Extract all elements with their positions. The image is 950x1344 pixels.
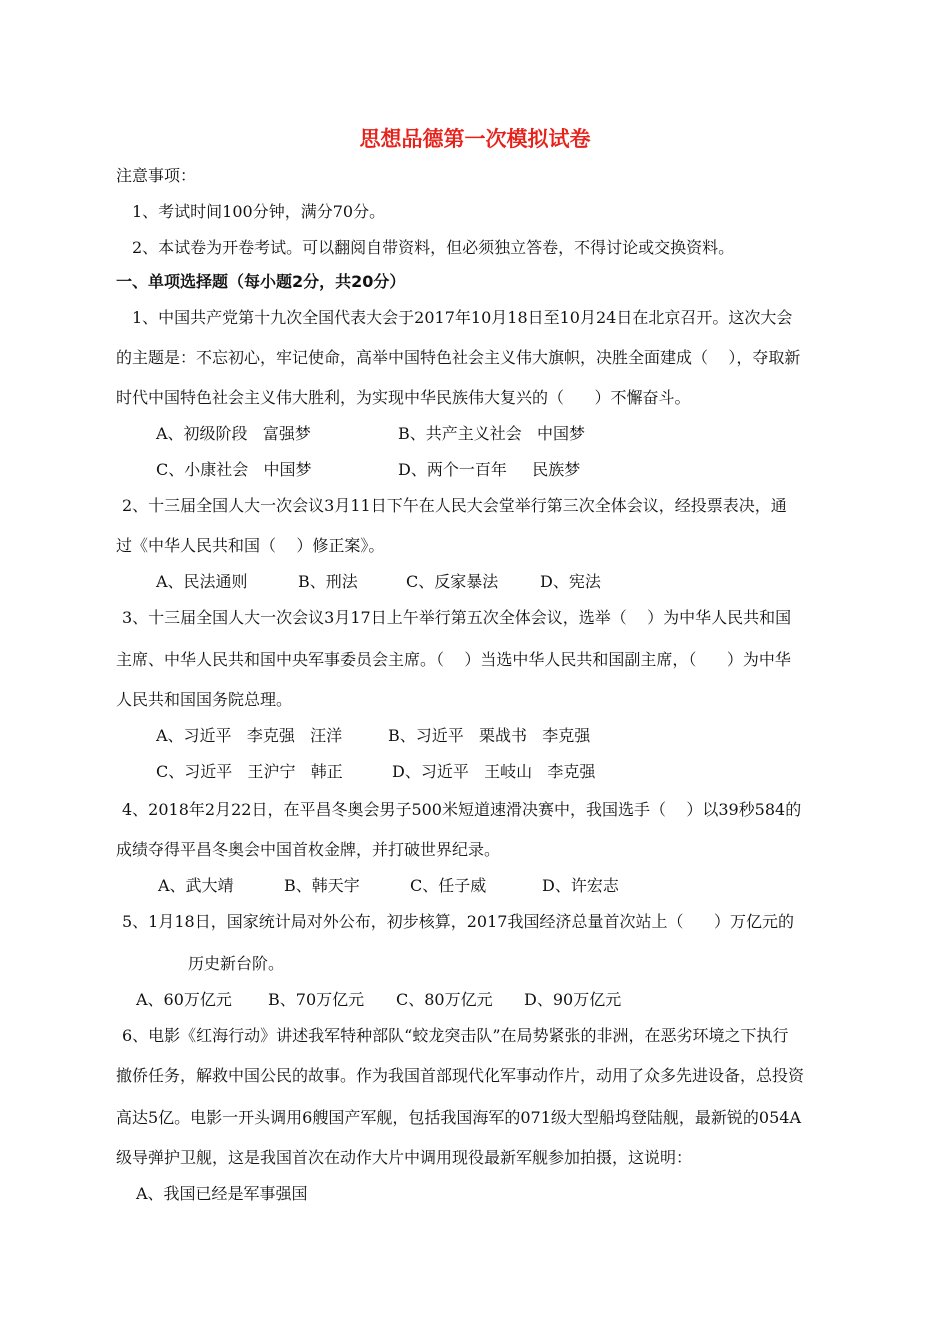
question-text: 1、中国共产党第十九次全国代表大会于2017年10月18日至10月24日在北京召开。这次大会 xyxy=(132,308,793,327)
question-text: 2、十三届全国人大一次会议3月11日下午在人民大会堂举行第三次全体会议，经投票表决，通 xyxy=(122,496,787,515)
question-text: 主席、中华人民共和国中央军事委员会主席。（ ）当选中华人民共和国副主席，（ ）为中华 xyxy=(116,650,791,669)
answer-option: B、习近平 栗战书 李克强 xyxy=(388,726,591,745)
question-text: 撤侨任务，解救中国公民的故事。作为我国首部现代化军事动作片，动用了众多先进设备，总投资 xyxy=(116,1066,805,1085)
answer-option: C、习近平 王沪宁 韩正 xyxy=(156,762,343,781)
answer-option: B、韩天宇 xyxy=(284,876,360,895)
section-heading: 一、单项选择题（每小题2分，共20分） xyxy=(116,272,406,291)
question-text: 3、十三届全国人大一次会议3月17日上午举行第五次全体会议，选举（ ）为中华人民共和国 xyxy=(122,608,792,627)
notice-heading: 注意事项： xyxy=(116,166,197,185)
question-text: 人民共和国国务院总理。 xyxy=(116,690,293,709)
answer-option: A、武大靖 xyxy=(158,876,234,895)
question-text: 时代中国特色社会主义伟大胜利，为实现中华民族伟大复兴的（ ）不懈奋斗。 xyxy=(116,388,691,407)
answer-option: A、60万亿元 xyxy=(136,990,232,1009)
answer-option: A、我国已经是军事强国 xyxy=(136,1184,308,1203)
answer-option: C、反家暴法 xyxy=(406,572,499,591)
exam-title: 思想品德第一次模拟试卷 xyxy=(359,127,591,151)
question-text: 成绩夺得平昌冬奥会中国首枚金牌，并打破世界纪录。 xyxy=(116,840,501,859)
question-text: 5、1月18日，国家统计局对外公布，初步核算，2017我国经济总量首次站上（ ）万亿元的 xyxy=(122,912,794,931)
answer-option: C、80万亿元 xyxy=(396,990,493,1009)
answer-option: D、两个一百年 民族梦 xyxy=(398,460,581,479)
answer-option: A、习近平 李克强 汪洋 xyxy=(156,726,343,745)
notice-item: 1、考试时间100分钟，满分70分。 xyxy=(132,202,386,221)
question-text: 高达5亿。电影一开头调用6艘国产军舰，包括我国海军的071级大型船坞登陆舰，最新锐的054A xyxy=(116,1108,801,1127)
answer-option: D、宪法 xyxy=(540,572,601,591)
answer-option: B、共产主义社会 中国梦 xyxy=(398,424,586,443)
question-text: 的主题是：不忘初心，牢记使命，高举中国特色社会主义伟大旗帜，决胜全面建成（ ），夺取新 xyxy=(116,348,801,367)
question-text: 6、电影《红海行动》讲述我军特种部队“蛟龙突击队”在局势紧张的非洲，在恶劣环境之下执行 xyxy=(122,1026,789,1045)
answer-option: C、小康社会 中国梦 xyxy=(156,460,312,479)
answer-option: B、70万亿元 xyxy=(268,990,365,1009)
answer-option: D、90万亿元 xyxy=(524,990,622,1009)
answer-option: D、习近平 王岐山 李克强 xyxy=(392,762,596,781)
answer-option: A、民法通则 xyxy=(156,572,248,591)
answer-option: C、任子威 xyxy=(410,876,487,895)
answer-option: D、许宏志 xyxy=(542,876,619,895)
question-text: 历史新台阶。 xyxy=(188,954,285,973)
notice-item: 2、本试卷为开卷考试。可以翻阅自带资料，但必须独立答卷，不得讨论或交换资料。 xyxy=(132,238,735,257)
question-text: 级导弹护卫舰，这是我国首次在动作大片中调用现役最新军舰参加拍摄，这说明： xyxy=(116,1148,693,1167)
answer-option: A、初级阶段 富强梦 xyxy=(156,424,311,443)
question-text: 过《中华人民共和国（ ）修正案》。 xyxy=(116,536,385,555)
answer-option: B、刑法 xyxy=(298,572,358,591)
question-text: 4、2018年2月22日，在平昌冬奥会男子500米短道速滑决赛中，我国选手（ ）以39秒584的 xyxy=(122,800,802,819)
